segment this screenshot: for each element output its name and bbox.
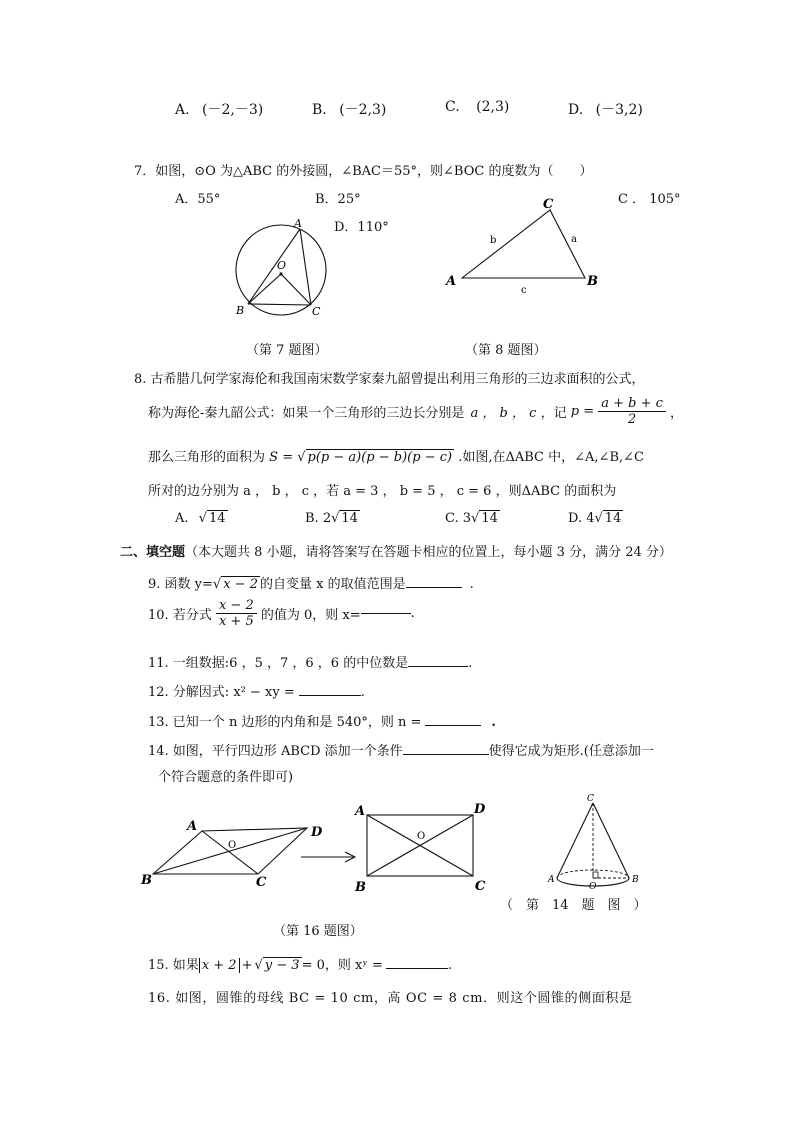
answer-blank[interactable] bbox=[408, 666, 468, 667]
radicand: p(p − a)(p − b)(p − c) bbox=[307, 450, 453, 465]
radical-sign: √ bbox=[471, 511, 480, 526]
q7-option-a: A．55° bbox=[175, 192, 221, 207]
answer-blank[interactable] bbox=[425, 725, 481, 726]
answer-blank[interactable] bbox=[386, 968, 448, 969]
right-angle-mark bbox=[593, 872, 598, 878]
text: .如图,在ΔABC 中，∠A,∠B,∠C bbox=[458, 450, 644, 465]
label-o: O bbox=[277, 259, 287, 272]
segment-oc bbox=[281, 274, 311, 305]
label-c-vertex: C bbox=[543, 197, 554, 212]
q6-option-a bbox=[175, 99, 263, 119]
q6-option-b bbox=[312, 99, 386, 119]
label-o: O bbox=[589, 882, 597, 892]
fraction-denominator: x + 5 bbox=[218, 614, 254, 629]
text: 11. 一组数据:6 ，5 ，7 ，6 ，6 的中位数是 bbox=[148, 656, 409, 671]
fig14-caption: （ 第 14 题 图 ） bbox=[500, 898, 647, 913]
q11 bbox=[148, 652, 472, 671]
text: 15. 如果 bbox=[148, 958, 199, 973]
q12 bbox=[148, 681, 365, 700]
q8-line3 bbox=[148, 446, 644, 465]
option-label: D. 4 bbox=[568, 511, 595, 526]
option-label: C. bbox=[445, 99, 460, 115]
figure-8-triangle bbox=[440, 193, 610, 298]
fraction-numerator: x − 2 bbox=[216, 598, 257, 614]
text: . bbox=[447, 958, 452, 973]
q15 bbox=[148, 954, 452, 973]
option-value: (2,3) bbox=[476, 99, 510, 115]
radicand: x − 2 bbox=[223, 577, 258, 592]
option-value: (－2,－3) bbox=[202, 102, 264, 118]
answer-blank[interactable] bbox=[406, 587, 462, 588]
radical-sign: √ bbox=[331, 511, 340, 526]
q9 bbox=[148, 573, 474, 592]
q7-option-c: C ． 105° bbox=[618, 192, 681, 207]
q10 bbox=[148, 598, 415, 640]
sqrt-expression bbox=[213, 577, 260, 592]
radicand: 14 bbox=[481, 511, 498, 526]
label-b-side: b bbox=[490, 235, 497, 246]
diagonal-ac bbox=[202, 831, 258, 874]
figure-7-circle bbox=[228, 212, 338, 324]
segment-bc bbox=[248, 304, 311, 305]
label-d: D bbox=[474, 802, 486, 817]
fraction-denominator: 2 bbox=[627, 412, 637, 427]
label-a: A bbox=[355, 804, 366, 819]
sqrt-expression bbox=[471, 511, 500, 526]
q7-stem: 7．如图，⊙O 为△ABC 的外接圆，∠BAC＝55°，则∠BOC 的度数为（ ） bbox=[134, 164, 593, 179]
text: + bbox=[241, 958, 253, 973]
text: p = bbox=[570, 404, 595, 419]
option-label: B. bbox=[312, 102, 327, 118]
radicand: y − 3 bbox=[264, 958, 300, 973]
segment-ob bbox=[248, 274, 281, 304]
q10-fraction bbox=[216, 598, 257, 629]
label-b-vertex: B bbox=[587, 274, 598, 289]
q14-line2: 个符合题意的条件即可) bbox=[158, 770, 294, 785]
text: . bbox=[469, 577, 474, 592]
p-fraction bbox=[598, 396, 666, 427]
text: 9. 函数 y= bbox=[148, 577, 213, 592]
q13 bbox=[148, 711, 496, 730]
label-c: C bbox=[312, 305, 321, 318]
option-label: A. bbox=[175, 511, 189, 526]
label-b: B bbox=[236, 304, 245, 317]
label-b: B bbox=[141, 873, 152, 888]
label-a: A bbox=[187, 819, 198, 834]
cone-side-right bbox=[593, 803, 629, 878]
sqrt-expression bbox=[254, 958, 301, 973]
sqrt-expression bbox=[331, 511, 360, 526]
q8-option-b bbox=[305, 511, 360, 526]
absolute-value-expression: x + 2 bbox=[199, 958, 240, 973]
cone-side-left bbox=[557, 803, 593, 878]
radical-sign: √ bbox=[254, 958, 263, 973]
text: 的值为 0，则 x= bbox=[260, 608, 361, 623]
label-a: A bbox=[548, 875, 555, 885]
label-c: C bbox=[587, 794, 594, 804]
triangle-outline bbox=[462, 210, 585, 278]
label-a-side: a bbox=[571, 234, 577, 245]
label-a-vertex: A bbox=[446, 274, 457, 289]
text: ，记 bbox=[540, 406, 567, 421]
diagonal-bd bbox=[153, 828, 307, 874]
text: . bbox=[468, 656, 473, 671]
answer-blank[interactable] bbox=[361, 613, 411, 614]
section-description: （本大题共 8 小题，请将答案写在答题卡相应的位置上，每小题 3 分，满分 24 分） bbox=[185, 545, 672, 560]
q8-option-c bbox=[445, 511, 500, 526]
radical-sign: √ bbox=[198, 511, 207, 526]
q8-line2 bbox=[148, 396, 683, 436]
q8-option-a bbox=[175, 511, 228, 526]
fig7-caption: （第 7 题图） bbox=[246, 343, 328, 358]
q7-option-b: B．25° bbox=[315, 192, 361, 207]
label-c: C bbox=[256, 875, 267, 890]
radical-sign: √ bbox=[297, 450, 306, 465]
fig8-caption: （第 8 题图） bbox=[465, 343, 547, 358]
option-value: (－3,2) bbox=[595, 102, 643, 118]
text: 10. 若分式 bbox=[148, 608, 212, 623]
label-o: O bbox=[417, 831, 426, 842]
option-label: C. 3 bbox=[445, 511, 472, 526]
q14-line1 bbox=[148, 740, 654, 759]
text: 14. 如图，平行四边形 ABCD 添加一个条件 bbox=[148, 744, 403, 759]
radical-sign: √ bbox=[594, 511, 603, 526]
text: . bbox=[491, 715, 496, 730]
label-b: B bbox=[355, 880, 366, 895]
text: 13. 已知一个 n 边形的内角和是 540°，则 n = bbox=[148, 715, 422, 730]
q7-option-d: D．110° bbox=[334, 220, 389, 235]
segment-ac bbox=[300, 229, 311, 305]
text: 12. 分解因式: x² − xy = bbox=[148, 685, 295, 700]
text: 使得它成为矩形.(任意添加一 bbox=[488, 744, 654, 759]
fig16-caption: （第 16 题图） bbox=[273, 924, 363, 939]
radical-sign: √ bbox=[212, 577, 222, 592]
option-label: D. bbox=[568, 102, 584, 118]
answer-blank[interactable] bbox=[299, 695, 361, 696]
text: . bbox=[410, 606, 415, 621]
label-b: B bbox=[632, 875, 639, 885]
text: = 0，则 xʸ = bbox=[301, 958, 383, 973]
label-c-side: c bbox=[521, 285, 527, 296]
radicand: 14 bbox=[604, 511, 622, 526]
label-a: A bbox=[294, 217, 302, 230]
label-c: C bbox=[475, 879, 486, 894]
q16: 16. 如图，圆锥的母线 BC = 10 cm，高 OC = 8 cm．则这个圆锥的侧面积是 bbox=[148, 991, 633, 1006]
fraction-numerator: a + b + c bbox=[598, 396, 666, 412]
text: 称为海伦-秦九韶公式：如果一个三角形的三边长分别是 bbox=[148, 406, 465, 421]
figure-14-cone bbox=[545, 790, 645, 895]
q8-line1: 8. 古希腊几何学家海伦和我国南宋数学家秦九韶曾提出利用三角形的三边求面积的公式， bbox=[134, 372, 645, 387]
text: 的自变量 x 的取值范围是 bbox=[259, 577, 406, 592]
option-label: B. 2 bbox=[305, 511, 332, 526]
segment-ab bbox=[248, 229, 300, 304]
sqrt-expression bbox=[297, 450, 454, 465]
text: ， bbox=[670, 406, 684, 421]
q8-line4: 所对的边分别为 a ， b ， c ，若 a = 3 ， b = 5 ， c = 6 ，则ΔABC 的面积为 bbox=[148, 484, 617, 499]
figure-16-parallelogram-rectangle bbox=[135, 798, 495, 898]
option-value: (－2,3) bbox=[339, 102, 387, 118]
text: S = bbox=[269, 450, 294, 465]
text: 那么三角形的面积为 bbox=[148, 450, 266, 465]
q6-option-d bbox=[568, 99, 643, 119]
sqrt-expression bbox=[595, 511, 624, 526]
center-point bbox=[279, 272, 282, 275]
section-2-header bbox=[120, 541, 672, 560]
q6-option-c bbox=[445, 99, 509, 115]
section-title: 二、填空题 bbox=[120, 545, 186, 560]
option-label: A. bbox=[175, 102, 190, 118]
radicand: 14 bbox=[341, 511, 358, 526]
label-o: O bbox=[228, 840, 237, 851]
label-d: D bbox=[311, 825, 323, 840]
q8-option-d bbox=[568, 511, 623, 526]
sqrt-expression bbox=[199, 511, 228, 526]
text: a ， b ， c bbox=[470, 406, 537, 421]
text: . bbox=[360, 685, 365, 700]
answer-blank[interactable] bbox=[403, 754, 489, 755]
radicand: 14 bbox=[208, 511, 226, 526]
